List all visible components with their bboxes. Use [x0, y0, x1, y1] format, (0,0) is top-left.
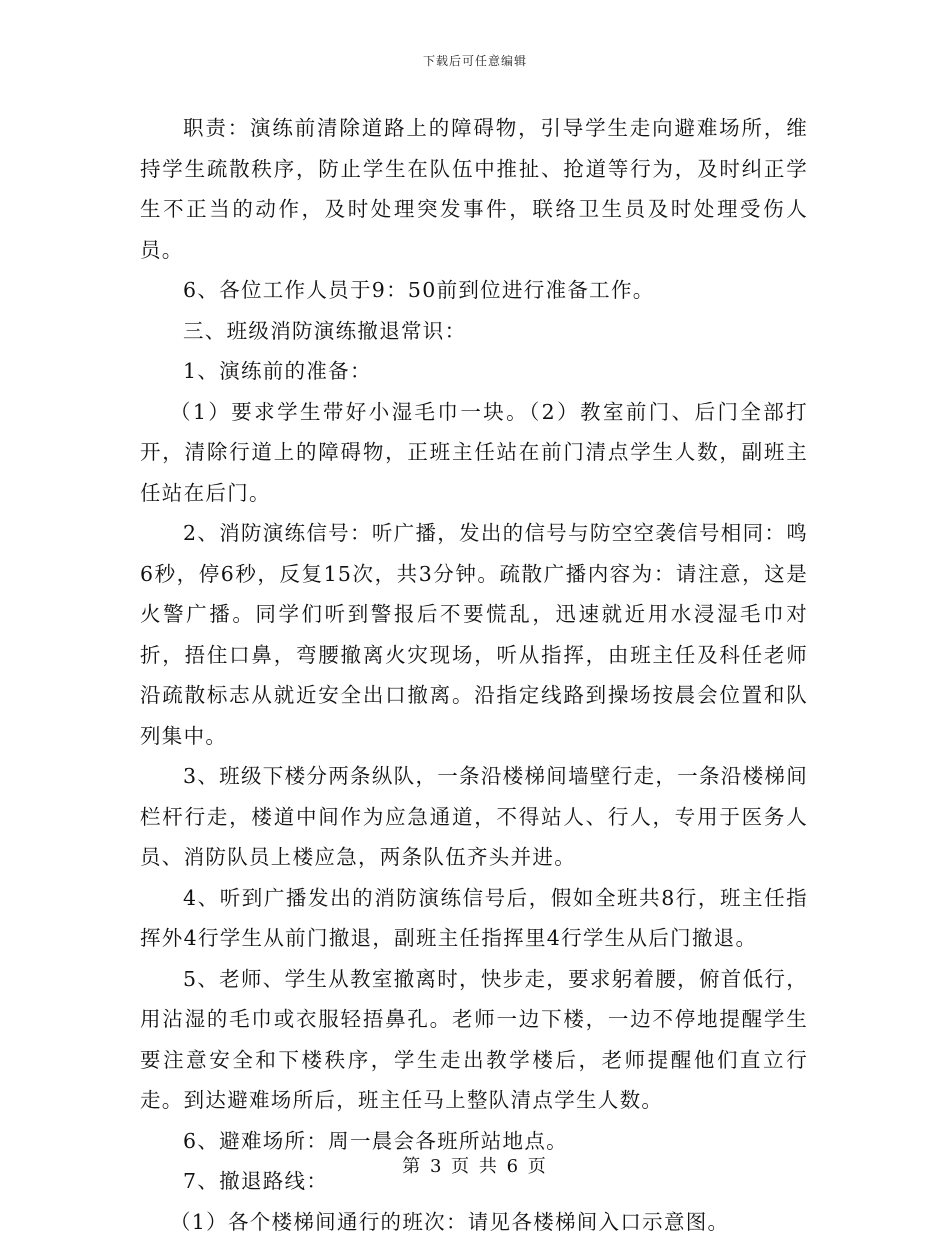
paragraph-preparation-title: 1、演练前的准备：	[140, 351, 808, 392]
section-heading-drill-knowledge: 三、班级消防演练撤退常识：	[140, 311, 808, 352]
document-body	[140, 108, 808, 1242]
paragraph-stairwell-route: （1）各个楼梯间通行的班次：请见各楼梯间入口示意图。	[140, 1202, 808, 1242]
paragraph-preparation-items: （1）要求学生带好小湿毛巾一块。（2）教室前门、后门全部打开，清除行道上的障碍物，正班主任站在前门清点学生人数，副班主任站在后门。	[140, 392, 808, 514]
paragraph-stair-columns: 3、班级下楼分两条纵队，一条沿楼梯间墙壁行走，一条沿楼梯间栏杆行走，楼道中间作为应急通道，不得站人、行人，专用于医务人员、消防队员上楼应急，两条队伍齐头并进。	[140, 756, 808, 878]
paragraph-duties: 职责：演练前清除道路上的障碍物，引导学生走向避难场所，维持学生疏散秩序，防止学生在队伍中推扯、抢道等行为，及时纠正学生不正当的动作，及时处理突发事件，联络卫生员及时处理受伤人员。	[140, 108, 808, 270]
paragraph-staff-arrival: 6、各位工作人员于9：50前到位进行准备工作。	[140, 270, 808, 311]
paragraph-drill-signal: 2、消防演练信号：听广播，发出的信号与防空空袭信号相同：鸣6秒，停6秒，反复15次，共3分钟。疏散广播内容为：请注意，这是火警广播。同学们听到警报后不要慌乱，迅速就近用水浸湿毛巾对折，捂住口鼻，弯腰撤离火灾现场，听从指挥，由班主任及科任老师沿疏散标志从就近安全出口撤离。沿指定线路到操场按晨会位置和队列集中。	[140, 513, 808, 756]
paragraph-class-evacuation: 4、听到广播发出的消防演练信号后，假如全班共8行，班主任指挥外4行学生从前门撤退，副班主任指挥里4行学生从后门撤退。	[140, 878, 808, 959]
page-footer: 第 3 页 共 6 页	[0, 1152, 950, 1178]
paragraph-refuge-location: 6、避难场所：周一晨会各班所站地点。	[140, 1121, 808, 1162]
paragraph-route-title: 7、撤退路线：	[140, 1161, 808, 1202]
paragraph-teacher-student-exit: 5、老师、学生从教室撤离时，快步走，要求躬着腰，俯首低行，用沾湿的毛巾或衣服轻捂鼻孔。老师一边下楼，一边不停地提醒学生要注意安全和下楼秩序，学生走出教学楼后，老师提醒他们直立行走。到达避难场所后，班主任马上整队清点学生人数。	[140, 959, 808, 1121]
page-header: 下载后可任意编辑	[0, 52, 950, 69]
